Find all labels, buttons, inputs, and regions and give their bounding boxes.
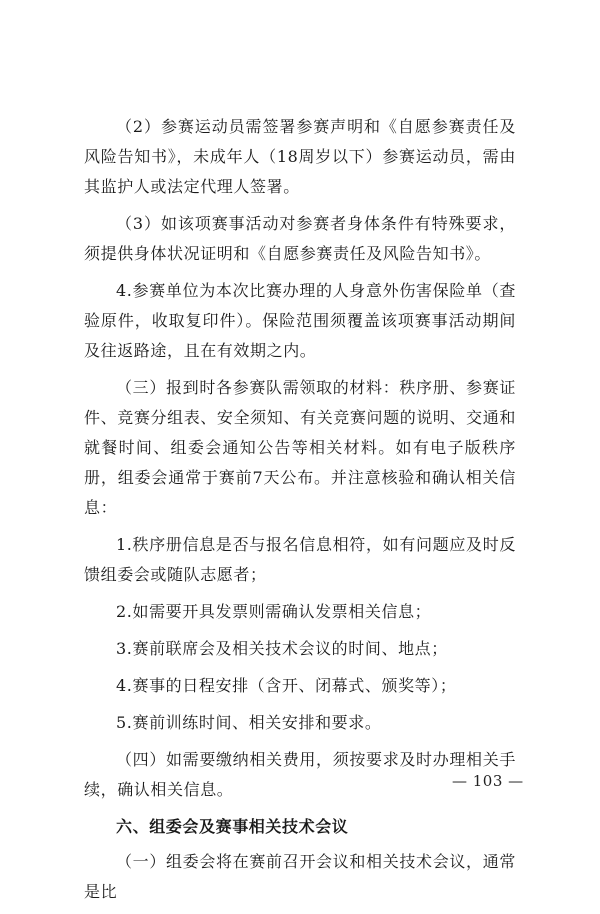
list-item-program-check: 1.秩序册信息是否与报名信息相符，如有问题应及时反馈组委会或随队志愿者； <box>84 535 516 584</box>
list-item-training: 5.赛前训练时间、相关安排和要求。 <box>116 713 382 732</box>
list-item-invoice: 2.如需要开具发票则需确认发票相关信息； <box>116 602 432 621</box>
paragraph-insurance: 4.参赛单位为本次比赛办理的人身意外伤害保险单（查验原件，收取复印件）。保险范围须覆盖该项赛事活动期间及往返路途，且在有效期之内。 <box>84 281 516 360</box>
paragraph-fees: （四）如需要缴纳相关费用，须按要求及时办理相关手续，确认相关信息。 <box>84 750 516 799</box>
paragraph-committee-meeting: （一）组委会将在赛前召开会议和相关技术会议，通常是比 <box>84 852 516 901</box>
paragraph-health-certificate: （3）如该项赛事活动对参赛者身体条件有特殊要求，须提供身体状况证明和《自愿参赛责任及风险告知书》。 <box>84 214 516 263</box>
paragraph-registration-materials: （三）报到时各参赛队需领取的材料：秩序册、参赛证件、竞赛分组表、安全须知、有关竞赛问题的说明、交通和就餐时间、组委会通知公告等相关材料。如有电子版秩序册，组委会通常于赛前7天公布。并注意核验和确认相关信息： <box>84 378 516 517</box>
list-item-schedule: 4.赛事的日程安排（含开、闭幕式、颁奖等）； <box>116 676 457 695</box>
paragraph-signing-declaration: （2）参赛运动员需签署参赛声明和《自愿参赛责任及风险告知书》，未成年人（18周岁以下）参赛运动员，需由其监护人或法定代理人签署。 <box>84 117 516 196</box>
document-body <box>84 112 516 914</box>
page-number: — 103 — <box>452 772 524 790</box>
list-item-meeting-time: 3.赛前联席会及相关技术会议的时间、地点； <box>116 639 448 658</box>
section-heading: 六、组委会及赛事相关技术会议 <box>116 817 349 836</box>
